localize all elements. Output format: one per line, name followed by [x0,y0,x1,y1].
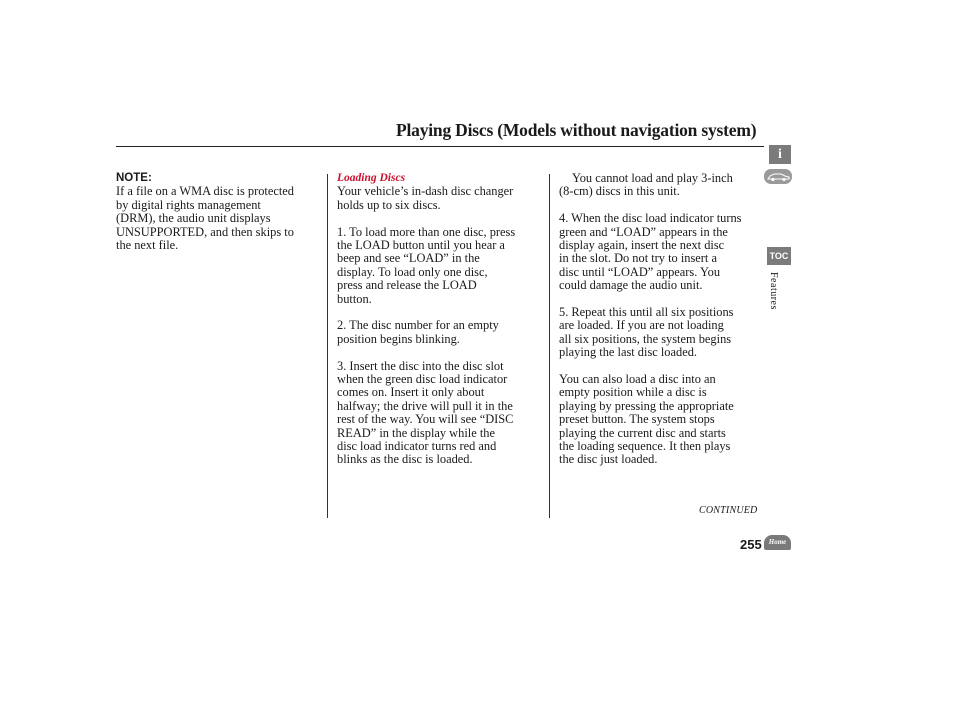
continued-label: CONTINUED [699,505,758,516]
step-line: the LOAD button until you hear a [337,238,505,253]
note-line: (8-cm) discs in this unit. [559,184,680,199]
step-line: disc load indicator turns red and [337,439,497,454]
step-line: 5. Repeat this until all six positions [559,305,734,320]
column-loading [337,172,545,467]
page-title: Playing Discs (Models without navigation system) [396,120,757,140]
step-line: halfway; the drive will pull it in the [337,398,513,413]
car-icon[interactable] [764,169,792,184]
note-line: If a file on a WMA disc is protected [116,184,295,199]
extra-line: You can also load a disc into an [559,372,716,387]
step-line: display. To load only one disc, [337,264,488,279]
step-line: 2. The disc number for an empty [337,318,499,333]
info-icon[interactable]: i [769,145,791,164]
step-line: beep and see “LOAD” in the [337,251,480,266]
step-5 [559,306,765,360]
intro-line: holds up to six discs. [337,197,441,212]
step-line: could damage the audio unit. [559,278,703,293]
extra-line: the disc just loaded. [559,452,658,467]
note-line: (DRM), the audio unit displays [116,211,271,226]
step-line: green and “LOAD” appears in the [559,224,728,239]
size-note [559,172,765,199]
step-line: READ” in the display while the [337,425,495,440]
header-rule [116,146,764,147]
step-line: press and release the LOAD [337,278,477,293]
extra-line: preset button. The system stops [559,412,715,427]
step-2 [337,319,545,346]
step-1 [337,226,545,306]
step-line: position begins blinking. [337,331,460,346]
step-line: are loaded. If you are not loading [559,318,724,333]
step-line: comes on. Insert it only about [337,385,485,400]
column-continued [559,172,765,467]
extra-line: the loading sequence. It then plays [559,439,731,454]
step-line: 4. When the disc load indicator turns [559,211,742,226]
page-number: 255 [740,537,762,552]
toc-button[interactable]: TOC [767,247,791,265]
column-note [116,172,321,252]
extra-line: empty position while a disc is [559,385,707,400]
step-line: playing the last disc loaded. [559,345,697,360]
step-line: rest of the way. You will see “DISC [337,412,514,427]
column-divider-1 [327,174,328,518]
step-line: when the green disc load indicator [337,372,508,387]
extra-line: playing by pressing the appropriate [559,398,734,413]
step-3 [337,360,545,467]
step-line: display again, insert the next disc [559,238,725,253]
home-button[interactable]: Home [764,535,791,550]
note-line: by digital rights management [116,197,261,212]
note-label: NOTE: [116,172,152,184]
extra-line: playing the current disc and starts [559,425,726,440]
step-line: blinks as the disc is loaded. [337,452,473,467]
note-line: You cannot load and play 3-inch [572,171,733,185]
step-line: disc until “LOAD” appears. You [559,264,721,279]
step-line: all six positions, the system begins [559,331,732,346]
step-line: 1. To load more than one disc, press [337,224,516,239]
step-line: in the slot. Do not try to insert a [559,251,717,266]
section-title: Loading Discs [337,172,406,184]
features-section-label: Features [768,272,779,310]
column-divider-2 [549,174,550,518]
note-line: the next file. [116,238,179,253]
step-line: button. [337,291,372,306]
note-line: UNSUPPORTED, and then skips to [116,224,294,239]
intro-line: Your vehicle’s in-dash disc changer [337,184,514,199]
step-line: 3. Insert the disc into the disc slot [337,358,504,373]
step-4 [559,212,765,292]
